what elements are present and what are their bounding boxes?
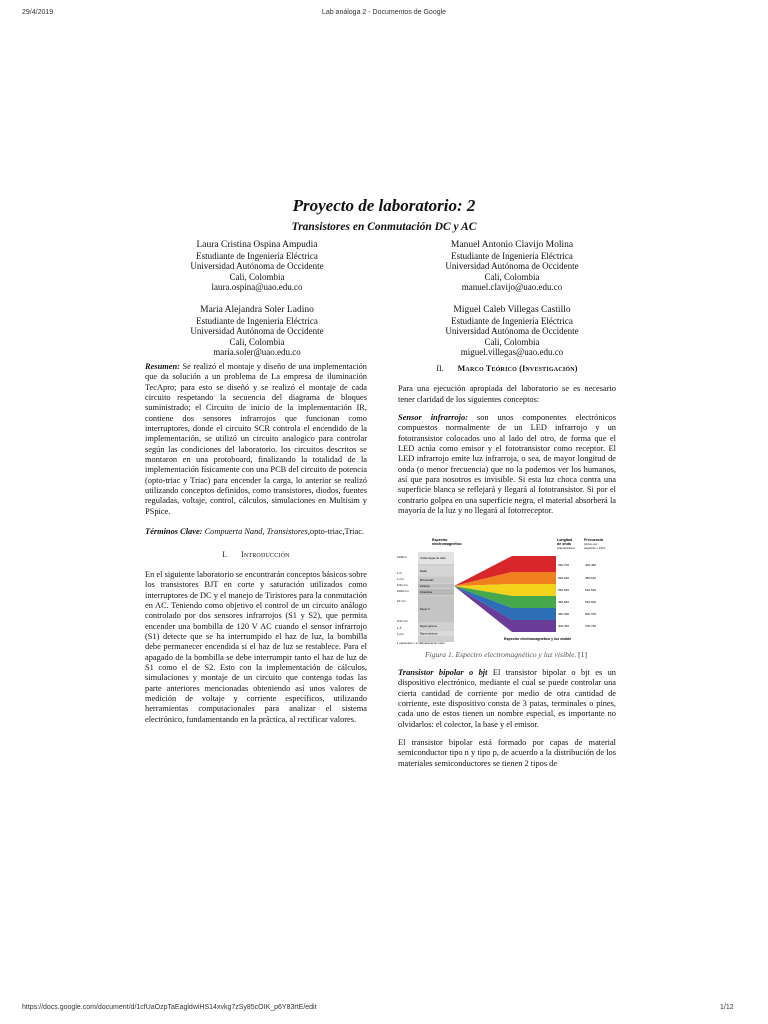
- fig-band-label: Radar: [420, 570, 428, 573]
- figure-caption-text: Figura 1. Espectro electromagnético y luz visible.: [424, 650, 577, 659]
- author-block-2: [397, 240, 627, 293]
- fig-scale-label: 1 cm: [397, 577, 404, 581]
- author-university: Universidad Autónoma de Occidente: [445, 326, 579, 337]
- fig-scale-label: 1 pm: [397, 632, 404, 636]
- right-column-continued: [398, 668, 616, 777]
- spectrum-figure: [396, 536, 616, 646]
- section-title: Introducción: [240, 549, 290, 559]
- print-doc-title: Lab análoga 2 - Documentos de Google: [321, 9, 447, 16]
- author-city: Cali, Colombia: [229, 336, 285, 347]
- abstract-label: Resumen:: [145, 362, 180, 371]
- fig-frequency: 480-510: [585, 576, 597, 580]
- paper-title: Proyecto de laboratorio: 2: [292, 196, 476, 215]
- bjt-text: El transistor bipolar o bjt es un dispositivo electrónico, mediante el cual se puede controlar una cierta cantidad de corriente por medio de otra cantidad de corriente, este dispositivo consta de 3 patas, terminales o pines, cada uno de estos tienen un nombre especial, es importante no olvidarlos: el colector, la base y el emisor.: [398, 668, 616, 729]
- introduccion-text: En el siguiente laboratorio se encontrarán conceptos básicos sobre los transistores BJT en corte y saturación utilizados como interruptores de DC y el manejo de Tiristores para la conmutación en AC. Teniendo como objetivo el control de un circuito análogo controlado por dos sensores infrarrojos (S1 y S2), que permita encender una bombilla de 120 V AC cuando el sensor infrarrojo (S1) detecte que se ha interrumpido el haz de luz, la bombilla debe permanecer encendida si el haz de luz se restablece. Para el apagado de la bombilla se debe interrumpir tanto el haz de luz de S1 como el de S2. Esto con la implementación de cálculos, simulaciones y montaje de un circuito que contenga todas las parte anteriores mencionadas obteniendo así unos valores de medición de voltaje y corriente específicos, utilizando herramientas computacionales para analizar el sistema electrónico, fundamentando en la práctica, al rectificar valores.: [145, 569, 367, 724]
- author-role: Estudiante de Ingeniería Eléctrica: [451, 315, 573, 326]
- fig-band-label: Rayos gamma: [420, 625, 437, 628]
- sensor-text: son unos componentes electrónicos compuestos normalmente de un LED infrarrojo y un fototransistor colocados uno al lado del otro, de forma que el LED actúa como emisor y el fototransistor como receptor. El LED infrarrojo emite luz infrarroja, o sea, de mayor longitud de onda (o menor frecuencia) que no la podemos ver los humanos, así que para nosotros es invisible. Si esta luz choca contra una superficie blanca se reflejará y llegará al fototransistor. Si por el contrario golpea en una superficie negra, el material absorberá la mayoría de la luz y no llegará al fotorreceptor.: [398, 413, 616, 516]
- fig-band-label: Ondas largas de radio: [420, 557, 446, 560]
- fig-scale-label: 0.01 cm: [397, 583, 408, 587]
- fig-band-label: Ultravioleta: [420, 591, 432, 594]
- marco-intro: Para una ejecución apropiada del laboratorio se es necesario tener claridad de los siguientes conceptos:: [398, 384, 616, 404]
- fig-wavelength: 400-450: [558, 624, 570, 628]
- fig-band-label: Rayos cósmicos: [420, 632, 438, 636]
- author-block-3: [142, 305, 372, 358]
- keywords-label: Términos Clave:: [145, 527, 203, 537]
- abstract-text: Se realizó el montaje y diseño de una implementación que da solución a un problema de La empresa de iluminación TecApro; para esto se diseñó y se realizó el montaje de cada circuito respetando la secuencia del diagrama de bloques suministrado; el Circuito de inicio de la implementación IR, contiene dos sensores infrarrojos que funcionan como interruptores, donde el circuito SCR controla el encendido de la implementación, se utilizó un circuito analogico para controlar según las condiciones del laboratorio. los circuitos descritos se montaron en una protoboard, finalizando la totalidad de la implementación físicamente con una PCB del circuito de potencia (opto-triac y Triac) para encender la carga, lo anterior se realizó utilizando conceptos definidos, como transistores, diodos, fuentes reguladas, voltaje, control, cálculos, simulaciones en Multisim y PSpice.: [145, 362, 367, 516]
- author-university: Universidad Autónoma de Occidente: [190, 326, 324, 337]
- abstract: [145, 362, 367, 517]
- author-city: Cali, Colombia: [229, 271, 285, 282]
- fig-wavelength: 590-630: [558, 576, 570, 580]
- fig-scale-label: 1 Å: [397, 626, 402, 630]
- fig-header-left-2: electromagnético: [432, 542, 462, 546]
- fig-header-right-3: segundo × 10¹²): [584, 546, 606, 550]
- fig-color-bar-yellow: [512, 584, 556, 596]
- author-university: Universidad Autónoma de Occidente: [190, 261, 324, 272]
- keywords-italic: Compuerta Nand, Transistores,: [204, 527, 310, 537]
- author-city: Cali, Colombia: [484, 271, 540, 282]
- author-name: Manuel Antonio Clavijo Molina: [450, 240, 574, 250]
- fig-frequency: 700-790: [585, 624, 597, 628]
- fig-header-mid-2: de onda: [557, 542, 571, 546]
- sensor-label: Sensor infrarrojo:: [398, 413, 468, 423]
- bjt-label: Transistor bipolar o bjt: [398, 668, 488, 677]
- fig-color-bar-blue: [512, 608, 556, 620]
- fig-color-bar-violet: [512, 620, 556, 632]
- fig-band-label: Rayos X: [420, 608, 430, 611]
- author-block-4: [397, 305, 627, 358]
- author-university: Universidad Autónoma de Occidente: [445, 261, 579, 272]
- right-column: [398, 362, 616, 524]
- author-city: Cali, Colombia: [484, 336, 540, 347]
- author-email: manuel.clavijo@uao.edu.co: [461, 282, 563, 293]
- author-role: Estudiante de Ingeniería Eléctrica: [451, 250, 573, 261]
- fig-header-left-1: Espectro: [432, 538, 448, 542]
- fig-frequency: 510-530: [585, 588, 597, 592]
- author-name: Miguel Caleb Villegas Castillo: [453, 305, 571, 315]
- section-number: II.: [436, 364, 444, 373]
- paper-subtitle: Transistores en Conmutación DC y AC: [291, 221, 477, 233]
- fig-header-mid-1: Longitud: [557, 538, 573, 542]
- section-heading-introduccion: [145, 550, 367, 560]
- print-url: https://docs.google.com/document/d/1cfUaOzpTaEagldwiHS14xvkg7zSy85cOIK_p6Y83rtE/edit: [22, 1004, 317, 1011]
- keywords: [145, 527, 367, 537]
- section-title: Marco Teórico (Investigación): [457, 364, 578, 373]
- keywords-rest: opto-triac,Triac.: [309, 527, 365, 537]
- fig-label: Espectro electromagnético y luz visible: [504, 637, 572, 641]
- fig-scale-label: 0.01 nm: [397, 619, 408, 623]
- author-email: maria.soler@uao.edu.co: [213, 347, 301, 358]
- sensor-paragraph: [398, 413, 616, 516]
- author-email: laura.ospina@uao.edu.co: [211, 282, 303, 293]
- author-name: Laura Cristina Ospina Ampudia: [196, 240, 318, 250]
- fig-color-bar-green: [512, 596, 556, 608]
- author-role: Estudiante de Ingeniería Eléctrica: [196, 315, 318, 326]
- figure-caption: [398, 650, 614, 659]
- fig-wavelength: 490-560: [558, 600, 570, 604]
- print-date: 29/4/2019: [22, 9, 54, 16]
- left-column: [145, 362, 367, 733]
- fig-wavelength: 630-700: [558, 563, 570, 567]
- bjt-paragraph-2: El transistor bipolar está formado por capas de material semiconductor tipo n y tipo p, de acuerdo a la distribución de los materiales semiconductores se tienen 2 tipos de: [398, 738, 616, 768]
- fig-footer-note: 1 nanómetro = 1 millonésima de metro: [397, 641, 445, 645]
- bjt-paragraph: [398, 668, 616, 730]
- fig-scale-label: 1000 nm: [397, 589, 409, 593]
- fig-header-right-1: Frecuencia: [584, 538, 603, 542]
- fig-wavelength: 560-590: [558, 588, 570, 592]
- section-heading-marco-teorico: [398, 364, 616, 374]
- fig-frequency: 530-600: [585, 600, 597, 604]
- figure-reference: [1]: [578, 650, 588, 659]
- fig-scale-label: 1 m: [397, 571, 403, 575]
- fig-header-mid-3: (nanómetros): [557, 546, 575, 550]
- fig-wavelength: 450-490: [558, 612, 570, 616]
- fig-scale-label: 10 nm: [397, 599, 406, 603]
- author-role: Estudiante de Ingeniería Eléctrica: [196, 250, 318, 261]
- fig-band-label: Infrarrojo: [420, 585, 430, 588]
- print-page-count: 1/12: [720, 1004, 734, 1011]
- fig-scale-label: 1000 m: [397, 555, 408, 559]
- fig-frequency: 400-480: [585, 563, 597, 567]
- fig-header-right-2: (ciclos por: [584, 542, 598, 546]
- fig-color-bar-red: [512, 556, 556, 572]
- fig-band-label: Microondas: [420, 579, 434, 582]
- fig-color-bar-orange: [512, 572, 556, 584]
- section-number: I.: [222, 549, 227, 559]
- fig-frequency: 600-700: [585, 612, 597, 616]
- author-email: miguel.villegas@uao.edu.co: [460, 347, 564, 358]
- author-name: Maria Alejandra Soler Ladino: [200, 305, 314, 315]
- author-block-1: [142, 240, 372, 293]
